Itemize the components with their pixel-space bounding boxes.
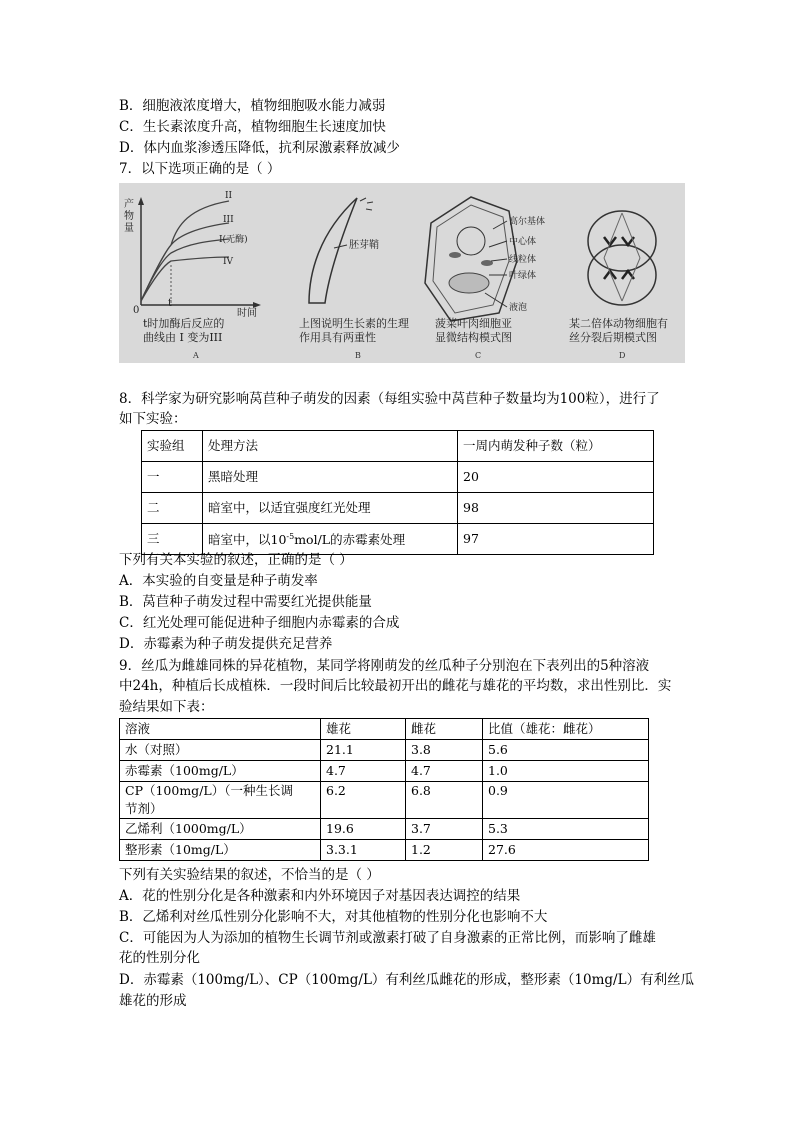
table-cell: 3.8 [406,740,483,761]
panel-d-letter: D [619,351,626,360]
q6-option-c: C．生长素浓度升高，植物细胞生长速度加快 [119,119,386,135]
panel-c-letter: C [475,351,482,360]
panel-b-letter: B [355,351,361,360]
table-cell: 27.6 [483,840,649,861]
table-cell: 一 [142,462,203,493]
panel-a-ylabel: 产物量 [124,199,134,234]
panel-d-cell [588,211,656,305]
table-cell: 3.3.1 [321,840,406,861]
table-header-cell: 实验组 [142,431,203,462]
q9-stem-line3: 验结果如下表： [119,699,214,715]
table-cell: 整形素（10mg/L） [120,840,321,861]
panel-a-curve-3: III [223,215,234,225]
table-cell: 5.3 [483,819,649,840]
q9-stem-line1: 9．丝瓜为雌雄同株的异花植物，某同学将刚萌发的丝瓜种子分别泡在下表列出的5种溶液 [119,658,650,674]
table-cell: 3.7 [406,819,483,840]
panel-a-caption-line1: t时加酶后反应的 [143,317,225,330]
q8-stem-line1: 8．科学家为研究影响莴苣种子萌发的因素（每组实验中莴苣种子数量均为100粒），进行了 [119,391,660,407]
q8-stem-line2: 如下实验： [119,411,187,427]
panel-a-t-label: t [168,298,173,309]
panel-a-graph [138,197,261,308]
table-cell: 21.1 [321,740,406,761]
q9-option-c-line1: C．可能因为人为添加的植物生长调节剂或激素打破了自身激素的正常比例，而影响了雌雄 [119,930,656,946]
table-cell: 1.0 [483,761,649,782]
table-header-row [120,719,649,740]
q6-option-d: D．体内血浆渗透压降低，抗利尿激素释放减少 [119,140,400,156]
q8-option-c: C．红光处理可能促进种子细胞内赤霉素的合成 [119,615,400,631]
q7-figure [119,183,685,363]
panel-a-curve-1: I(无酶) [219,235,248,245]
panel-b-caption-line2: 作用具有两重性 [299,331,376,344]
table-cell: 97 [458,524,654,555]
q9-option-b: B．乙烯利对丝瓜性别分化影响不大，对其他植物的性别分化也影响不大 [119,909,548,925]
q6-option-b: B．细胞液浓度增大，植物细胞吸水能力减弱 [119,98,386,114]
table-cell: 6.8 [406,782,483,819]
table-cell [120,782,321,819]
cell-superscript: -5 [286,532,295,542]
table-header-cell: 雄花 [321,719,406,740]
table-cell: 98 [458,493,654,524]
table-row [120,740,649,761]
panel-b-caption-line1: 上图说明生长素的生理 [299,317,409,330]
table-cell: 20 [458,462,654,493]
panel-c-centrosome-label: 中心体 [509,237,537,247]
panel-c-vacuole-label: 液泡 [509,303,528,313]
table-cell: 二 [142,493,203,524]
q9-option-d-line2: 雄花的形成 [119,993,187,1009]
table-cell: 三 [142,524,203,555]
cell-line: CP（100mg/L）（一种生长调 [125,783,293,798]
table-header-cell: 雌花 [406,719,483,740]
cell-text: mol/L的赤霉素处理 [294,532,406,548]
panel-c-cell [425,197,517,321]
table-row [120,819,649,840]
table-cell: 0.9 [483,782,649,819]
panel-c-chloroplast-label: 叶绿体 [509,271,537,281]
table-row [120,782,649,819]
panel-a-caption-line2: 曲线由 I 变为III [143,331,223,344]
panel-a-xlabel: 时间 [237,308,257,319]
table-header-cell: 一周内萌发种子数（粒） [458,431,654,462]
table-row [120,840,649,861]
q9-option-c-line2: 花的性别分化 [119,950,200,966]
panel-a-origin: 0 [133,305,140,316]
table-cell: 黑暗处理 [203,462,458,493]
table-cell: 水（对照） [120,740,321,761]
table-cell: 5.6 [483,740,649,761]
table-cell: 1.2 [406,840,483,861]
cell-text: 暗室中，以10 [208,532,287,548]
q7-stem: 7．以下选项正确的是（ ） [119,161,281,177]
table-header-cell: 处理方法 [203,431,458,462]
table-cell: 6.2 [321,782,406,819]
q9-question: 下列有关实验结果的叙述，不恰当的是（ ） [119,867,380,883]
panel-a-curve-4: IV [223,257,234,267]
table-header-row [142,431,654,462]
q8-option-d: D．赤霉素为种子萌发提供充足营养 [119,636,333,652]
table-cell: 4.7 [321,761,406,782]
q8-question: 下列有关本实验的叙述，正确的是（ ） [119,552,353,568]
q9-stem-line2: 中24h，种植后长成植株．一段时间后比较最初开出的雌花与雄花的平均数，求出性别比．实 [119,678,672,694]
table-row [120,761,649,782]
q8-option-b: B．莴苣种子萌发过程中需要红光提供能量 [119,594,372,610]
q9-table [119,718,649,861]
panel-c-caption-line1: 菠菜叶肉细胞亚 [435,317,512,330]
q8-table [141,430,654,555]
q9-option-d-line1: D．赤霉素（100mg/L）、CP（100mg/L）有利丝瓜雌花的形成，整形素（10mg/L）有利丝瓜 [119,972,695,988]
panel-c-mitochondria-label: 线粒体 [509,255,537,265]
panel-a-curve-2: II [225,191,233,201]
cell-line: 节剂） [125,801,163,816]
panel-a-letter: A [193,351,199,360]
table-cell: 4.7 [406,761,483,782]
table-row [142,493,654,524]
table-cell: 乙烯利（1000mg/L） [120,819,321,840]
table-cell: 19.6 [321,819,406,840]
q9-option-a: A．花的性别分化是各种激素和内外环境因子对基因表达调控的结果 [119,888,521,904]
panel-c-golgi-label: 高尔基体 [509,217,546,227]
panel-c-caption-line2: 显微结构模式图 [435,331,512,344]
table-cell: 赤霉素（100mg/L） [120,761,321,782]
panel-d-caption-line2: 丝分裂后期模式图 [569,331,657,344]
table-header-cell: 比值（雄花：雌花） [483,719,649,740]
table-row [142,462,654,493]
q8-option-a: A．本实验的自变量是种子萌发率 [119,573,318,589]
panel-d-caption-line1: 某二倍体动物细胞有 [569,317,668,330]
table-cell: 暗室中，以适宜强度红光处理 [203,493,458,524]
table-header-cell: 溶液 [120,719,321,740]
panel-b-coleoptile-label: 胚芽鞘 [349,240,379,251]
